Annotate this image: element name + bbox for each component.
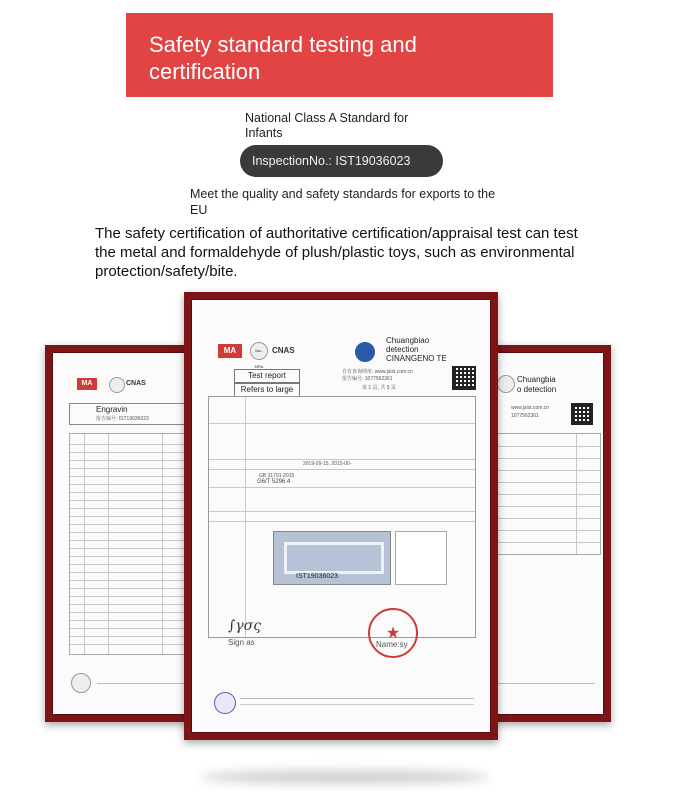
center-website: 自有查询网址: www.jsist.com.cn [342, 369, 413, 375]
inspection-badge: InspectionNo.: IST19036023 [240, 145, 443, 177]
qr-code-icon [571, 403, 593, 425]
ist-logo-icon [497, 375, 515, 393]
right-brand-line2: o detection [517, 385, 557, 394]
ist-seal-icon [71, 673, 91, 693]
product-label-photo [395, 531, 447, 585]
center-page-info: 第 1 页, 共 5 页 [362, 385, 396, 391]
engraving-label: Engravin [96, 405, 128, 414]
left-report-code: 报告编号: IST19036023 [96, 416, 149, 422]
sample-number: IST19036023 [296, 573, 339, 580]
certificate-left [52, 352, 193, 715]
right-data-table [495, 433, 601, 555]
official-stamp-icon: ★ [368, 608, 418, 658]
center-standard-code-2: G6/T 5296.4 [257, 479, 291, 485]
right-brand-line1: Chuangbia [517, 375, 556, 384]
title-banner [126, 13, 553, 97]
left-data-table [69, 433, 189, 655]
product-photo [273, 531, 391, 585]
center-data-table [208, 396, 476, 638]
refers-to-label: Refers to large [234, 383, 300, 397]
center-brand-line3: CINANGENO TE [386, 354, 447, 363]
certificate-center [191, 299, 491, 733]
test-report-label: Test report [234, 369, 300, 383]
cnas-logo-icon: CNAS [272, 346, 295, 355]
center-report-no: 报告编号: 1077562361 [342, 376, 393, 382]
frame-shadow [200, 770, 490, 784]
standard-text: National Class A Standard for Infants [245, 111, 409, 140]
sign-label: Sign as [228, 638, 255, 647]
left-header-box [69, 403, 189, 425]
center-brand-line2: detection [386, 345, 419, 354]
name-label: Name:sy [376, 640, 408, 649]
ilac-logo-icon: ilac-MRA [250, 342, 268, 360]
description-text: The safety certification of authoritative certification/appraisal test can test the metal and formaldehyde of plush/plastic toys, such as environmental protection/safety/bite. [95, 225, 578, 280]
export-standard-text: Meet the quality and safety standards for exports to the EU [190, 187, 496, 217]
ist-seal-icon [214, 692, 236, 714]
ma-logo-icon: MA [218, 344, 242, 358]
certificate-frame-center [184, 292, 498, 740]
center-date-line: 2019-09-15, 2015-00- [303, 461, 352, 467]
right-report-no: 1077562361 [511, 413, 539, 419]
cnas-logo-icon: CNAS [126, 380, 146, 387]
right-website: www.jsist.com.cn [511, 405, 550, 411]
certificate-right [490, 352, 604, 715]
certificate-frame-left [45, 345, 200, 722]
right-brand [517, 375, 556, 395]
center-standard-code: GB 31701-2015 [259, 473, 295, 479]
ilac-logo-icon [109, 377, 125, 393]
center-brand [386, 336, 447, 363]
certificate-frame-right [483, 345, 611, 722]
banner-title: Safety standard testing and certification [149, 32, 417, 84]
signature-icon: ∫γσς [228, 618, 262, 634]
qr-code-icon [452, 366, 476, 390]
ma-logo-icon: MA [77, 378, 97, 390]
ist-logo-icon [355, 342, 375, 362]
center-brand-line1: Chuangbiao [386, 336, 430, 345]
